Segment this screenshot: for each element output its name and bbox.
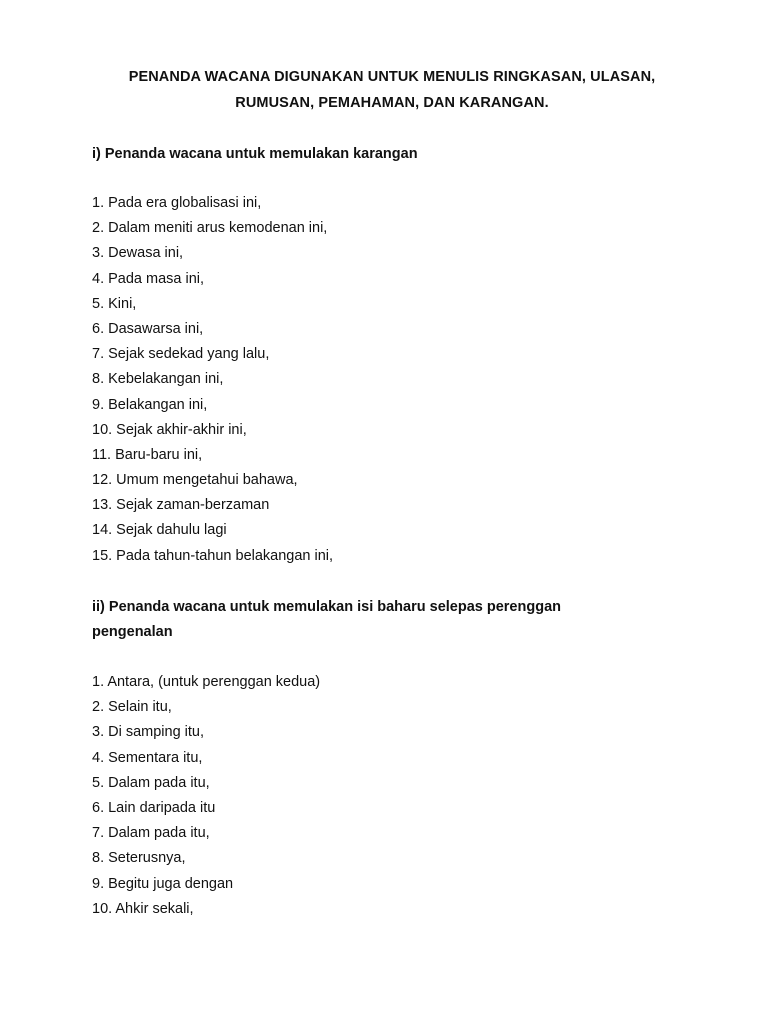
list-item: 9. Belakangan ini, <box>92 396 208 413</box>
list-item: 1. Antara, (untuk perenggan kedua) <box>92 674 321 690</box>
list-item: 7. Sejak sedekad yang lalu, <box>92 346 270 363</box>
list-item: 8. Kebelakangan ini, <box>92 371 224 388</box>
section-2-heading-line-2: pengenalan <box>92 624 173 640</box>
list-item: 10. Ahkir sekali, <box>92 900 194 917</box>
list-item: 12. Umum mengetahui bahawa, <box>92 472 298 489</box>
list-item: 4. Sementara itu, <box>92 749 203 766</box>
list-item: 2. Dalam meniti arus kemodenan ini, <box>92 220 328 237</box>
list-item: 5. Kini, <box>92 295 137 312</box>
list-item: 3. Di samping itu, <box>92 724 205 741</box>
list-item: 11. Baru-baru ini, <box>92 446 203 463</box>
list-item: 1. Pada era globalisasi ini, <box>92 195 262 211</box>
list-item: 10. Sejak akhir-akhir ini, <box>92 421 247 438</box>
list-item: 7. Dalam pada itu, <box>92 825 210 842</box>
list-item: 6. Dasawarsa ini, <box>92 320 204 337</box>
list-item: 5. Dalam pada itu, <box>92 774 210 791</box>
section-1-list <box>92 194 333 572</box>
document-title-line-1: PENANDA WACANA DIGUNAKAN UNTUK MENULIS RINGKASAN, ULASAN, <box>128 69 656 85</box>
list-item: 15. Pada tahun-tahun belakangan ini, <box>92 547 334 564</box>
document-title-line-2: RUMUSAN, PEMAHAMAN, DAN KARANGAN. <box>235 95 549 111</box>
list-item: 2. Selain itu, <box>92 699 172 716</box>
section-2-heading-line-1: ii) Penanda wacana untuk memulakan isi baharu selepas perenggan <box>92 599 561 615</box>
list-item: 6. Lain daripada itu <box>92 799 216 816</box>
section-2-list <box>92 673 320 925</box>
section-1-heading: i) Penanda wacana untuk memulakan karangan <box>92 146 418 162</box>
list-item: 9. Begitu juga dengan <box>92 875 234 892</box>
list-item: 14. Sejak dahulu lagi <box>92 522 227 539</box>
list-item: 13. Sejak zaman-berzaman <box>92 497 270 514</box>
list-item: 8. Seterusnya, <box>92 850 186 867</box>
list-item: 3. Dewasa ini, <box>92 245 184 262</box>
list-item: 4. Pada masa ini, <box>92 270 205 287</box>
